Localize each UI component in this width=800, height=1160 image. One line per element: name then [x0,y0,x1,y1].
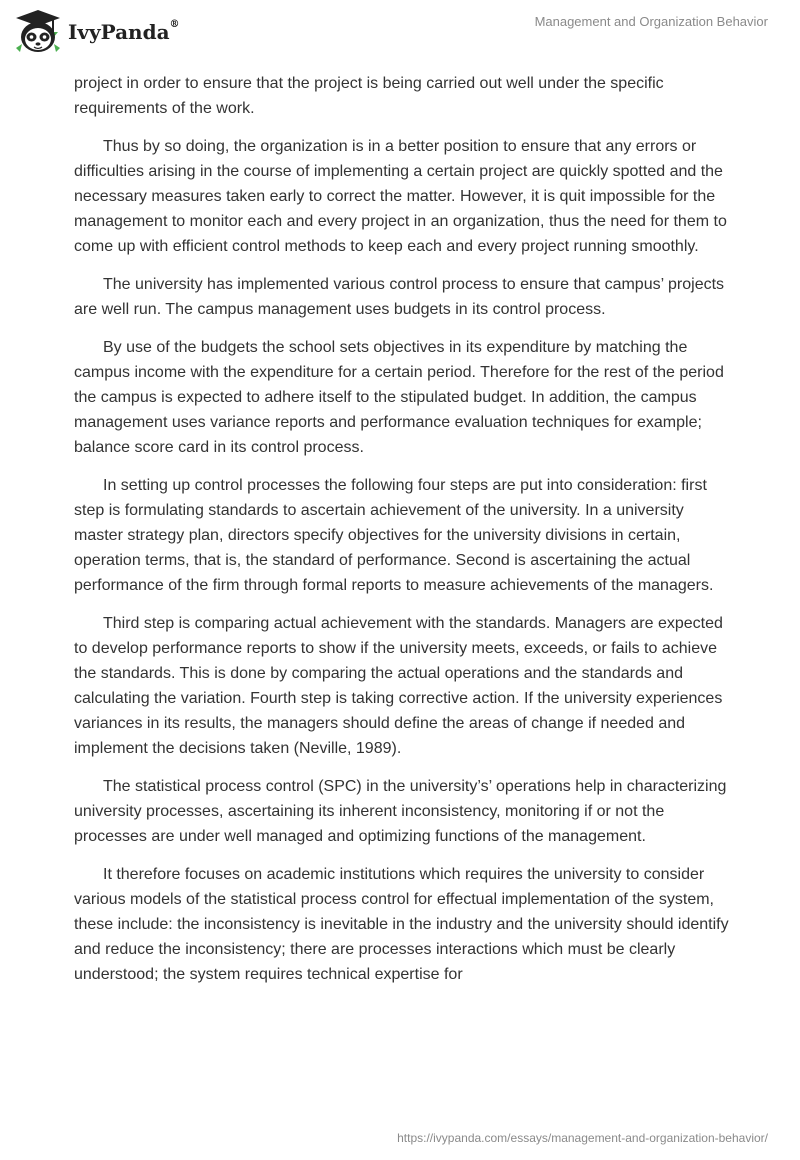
paragraph: Thus by so doing, the organization is in a better position to ensure that any errors or difficulties arising in the course of implementing a certain project are quickly spotted and the necessary measures taken early to correct the matter. However, it is quit impossible for the management to monitor each and every project in an organization, thus the need for them to come up with efficient control methods to keep each and every project running smoothly. [74,138,727,255]
paragraph: The university has implemented various control process to ensure that campus’ projects are well run. The campus management uses budgets in its control process. [74,276,725,318]
paragraph: In setting up control processes the following four steps are put into consideration: first step is formulating standards to ascertain achievement of the university. In a university master strategy plan, directors specify objectives for the university divisions in certain, operation terms, that is, the standard of performance. Second is ascertaining the actual performance of the firm through formal reports to measure achievements of the managers. [74,477,714,594]
source-url[interactable]: https://ivypanda.com/essays/management-and-organization-behavior/ [397,1131,768,1145]
page-header [0,0,800,64]
essay-body [74,71,730,1000]
document-title: Management and Organization Behavior [534,14,768,29]
paragraph: Third step is comparing actual achievement with the standards. Managers are expected to develop performance reports to show if the university meets, exceeds, or fails to achieve the standards. This is done by comparing the actual operations and the standards and calculating the variation. Fourth step is taking corrective action. If the university experiences variances in its results, the managers should define the areas of change if needed and implement the decisions taken (Neville, 1989). [74,615,723,757]
logo-text: IvyPanda [68,20,170,44]
paragraph: By use of the budgets the school sets objectives in its expenditure by matching the campus income with the expenditure for a certain period. Therefore for the rest of the period the campus is expected to adhere itself to the stipulated budget. In addition, the campus management uses variance reports and performance evaluation techniques for example; balance score card in its control process. [74,339,724,456]
paragraph: project in order to ensure that the project is being carried out well under the specific requirements of the work. [74,75,664,117]
ivypanda-logo[interactable] [12,6,180,58]
paragraph: It therefore focuses on academic institutions which requires the university to consider various models of the statistical process control for effectual implementation of the system, these include: the inconsistency is inevitable in the industry and the university should identify and reduce the inconsistency; there are processes interactions which must be clearly understood; the system requires technical expertise for [74,866,729,983]
panda-graduate-icon [12,8,64,56]
paragraph: The statistical process control (SPC) in the university’s’ operations help in characterizing university processes, ascertaining its inherent inconsistency, monitoring if or not the processes are under well managed and optimizing functions of the management. [74,778,727,845]
registered-mark: ® [169,19,180,31]
logo-wordmark [68,20,180,44]
